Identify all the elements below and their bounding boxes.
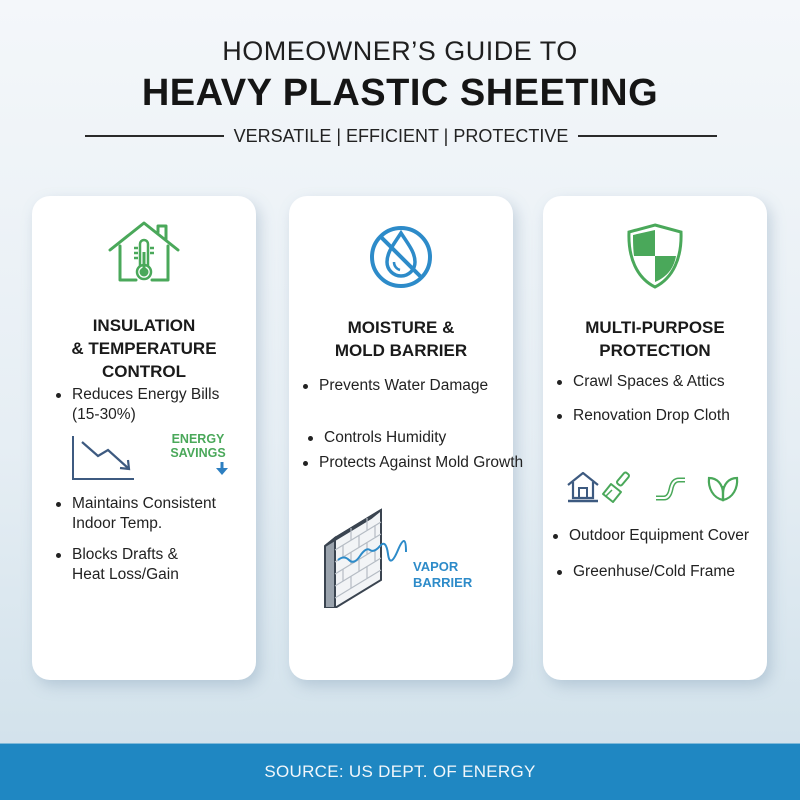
card-title: MOISTURE & MOLD BARRIER [334,318,468,360]
paintbrush-icon [601,470,635,509]
card-multipurpose [543,196,767,680]
hose-icon [653,470,689,509]
bullet-item: Reduces Energy Bills (15-30%) [54,385,219,425]
leaf-icon [705,470,741,509]
declining-chart-icon [70,434,142,487]
bullet-item: Outdoor Equipment Cover [551,526,749,546]
card-insulation [32,196,256,680]
source-text: SOURCE: US DEPT. OF ENERGY [264,762,536,781]
divider-right [578,135,717,137]
brick-wall-icon [323,508,413,613]
down-arrow-icon [216,462,228,481]
no-water-drop-icon [289,224,513,290]
footer [0,743,800,800]
bullet-item: Crawl Spaces & Attics [555,372,725,392]
bullet-item: Prevents Water Damage [301,376,488,396]
house-thermometer-icon [32,218,256,286]
card-title: INSULATION & TEMPERATURE CONTROL [71,316,217,381]
shield-icon [543,222,767,290]
divider-left [85,135,224,137]
card-moisture [289,196,524,680]
page-title: HEAVY PLASTIC SHEETING [141,72,659,114]
card-title: MULTI-PURPOSE PROTECTION [585,318,725,360]
header [0,0,800,170]
tagline-row [85,124,717,148]
tagline: VERSATILE | EFFICIENT | PROTECTIVE [233,125,569,146]
bullet-item: Protects Against Mold Growth [301,453,523,473]
bullet-item: Renovation Drop Cloth [555,406,730,426]
use-icons-row [565,470,741,509]
energy-savings-label: ENERGY SAVINGS [170,432,226,460]
page-kicker: HOMEOWNER’S GUIDE TO [222,36,578,66]
bullet-item: Greenhuse/Cold Frame [555,562,735,582]
vapor-barrier-label: VAPOR BARRIER [413,559,473,590]
house-icon [565,470,601,509]
bullet-item: Blocks Drafts & Heat Loss/Gain [54,545,179,585]
bullet-item: Controls Humidity [306,428,446,448]
bullet-item: Maintains Consistent Indoor Temp. [54,494,216,534]
